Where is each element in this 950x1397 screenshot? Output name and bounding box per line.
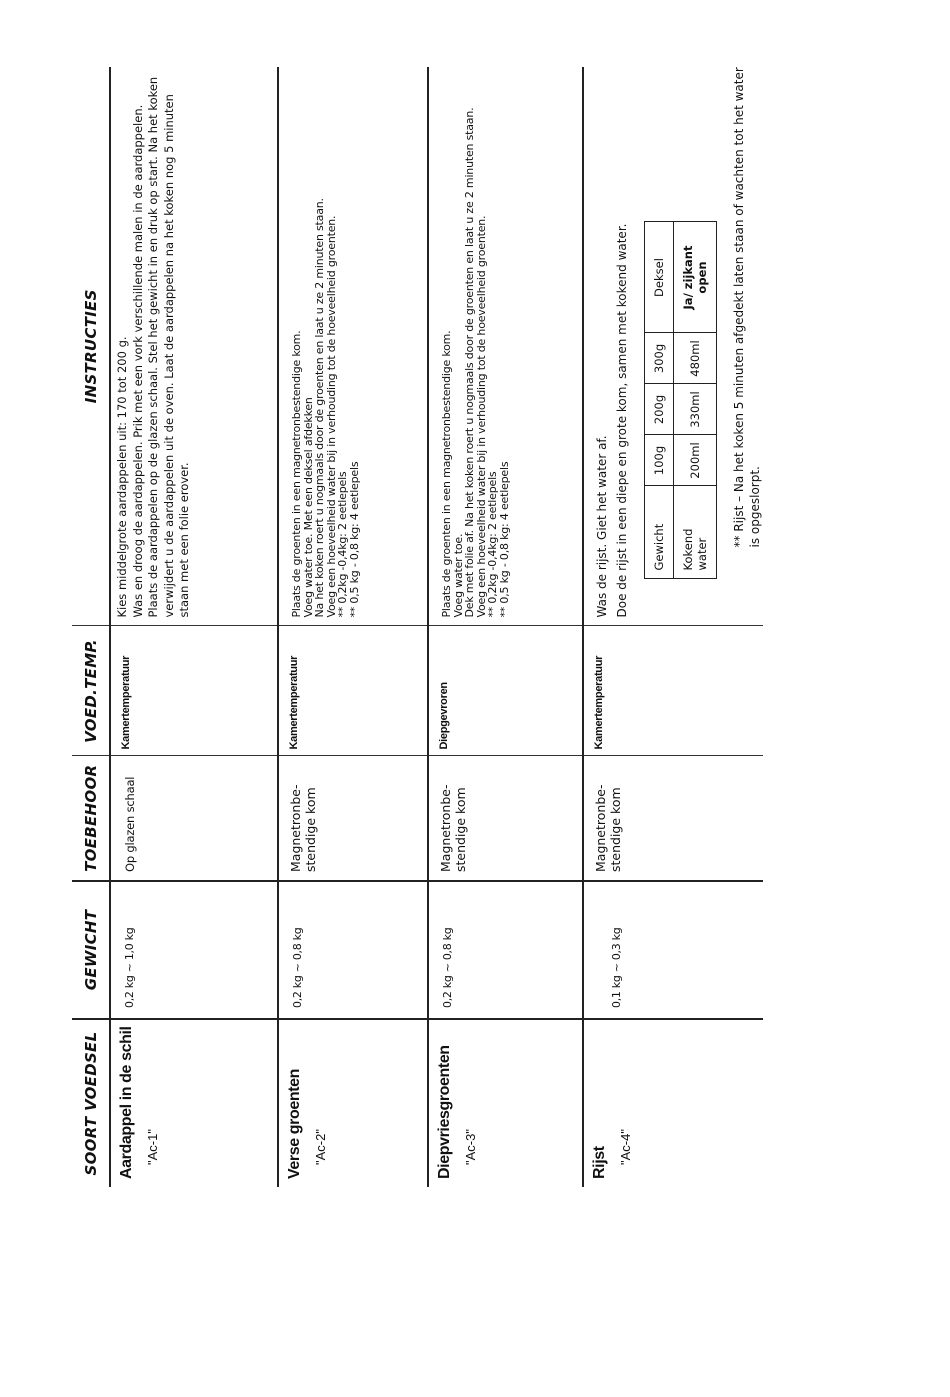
instruction-line: Na het koken roert u nogmaals door de groenten en laat u ze 2 minuten staan. (313, 198, 326, 618)
instructions (429, 67, 510, 626)
accessory: Op glazen schaal (123, 776, 137, 872)
rice-cell: 200g (645, 384, 674, 435)
accessory: Magnetronbe-stendige kom (593, 784, 623, 872)
rice-cell: 100g (645, 435, 674, 486)
weight-range: 0,2 kg ~ 0,8 kg (441, 927, 454, 1008)
program-code: "Ac-4" (618, 1129, 633, 1165)
instruction-line: ** 0,2kg -0,4kg: 2 eetlepels (486, 471, 499, 618)
header-weight: GEWICHT (72, 881, 110, 1019)
instruction-line: Was en droog de aardappelen. Prik met een vork verschillende malen in de aardappelen. Plaats de aardappelen op de glazen schaal. Stel het gewicht in en druk op start. Na het koken verwijdert u de aardappelen uit de oven. Laat de aardappelen na het koken nog 5 minuten staan met een folie erover. (130, 76, 191, 618)
rice-weight-row (645, 222, 674, 579)
header-row (72, 67, 110, 1187)
table-row (110, 67, 278, 1187)
rice-cell: 480ml (674, 333, 717, 384)
program-code: "Ac-3" (463, 1129, 478, 1165)
food-type-cell (583, 1019, 763, 1187)
instruction-line: ** 0,2kg -0,4kg: 2 eetlepels (336, 471, 349, 618)
instruction-line: Plaats de groenten in een magnetronbestendige kom. (440, 330, 453, 618)
instruction-line: Kies middelgrote aardappelen uit: 170 tot 200 g. (115, 336, 129, 618)
rotated-page (72, 67, 762, 1187)
instruction-line: Voeg water toe. Met een deksel afdekken (301, 397, 315, 618)
instruction-line: Doe de rijst in een diepe en grote kom, samen met kokend water. (615, 223, 629, 618)
rice-cell: 300g (645, 333, 674, 384)
food-name: Diepvriesgroenten (436, 1045, 453, 1179)
instruction-line: ** 0,5 kg - 0,8 kg: 4 eetlepels (347, 461, 361, 618)
food-temperature: Kamertemperatuur (120, 655, 132, 750)
instruction-line: Was de rijst. Giet het water af. (595, 435, 609, 618)
rice-cell: Gewicht (645, 486, 674, 579)
instructions (111, 67, 193, 626)
rice-cell: Deksel (645, 222, 674, 333)
instructions (279, 67, 360, 626)
instruction-line: Plaats de groenten in een magnetronbestendige kom. (290, 330, 303, 618)
header-food-type: SOORT VOEDSEL (72, 1019, 110, 1187)
instructions (584, 67, 632, 626)
table-row (428, 67, 583, 1187)
weight-range: 0,2 kg ~ 0,8 kg (291, 927, 304, 1008)
cooking-table (72, 67, 763, 1187)
instruction-line: Voeg een hoeveelheid water bij in verhouding tot de hoeveelheid groenten. (474, 215, 488, 618)
weight-range: 0,2 kg ~ 1,0 kg (123, 927, 136, 1008)
rice-cell: Kokend water (674, 486, 717, 579)
rice-note: ** Rijst – Na het koken 5 minuten afgedekt laten staan of wachten tot het water is opgeslorpt. (732, 67, 762, 548)
program-code: "Ac-1" (145, 1129, 160, 1165)
food-type-cell (278, 1019, 428, 1187)
header-instructions: INSTRUCTIES (72, 67, 110, 626)
rice-cell: 330ml (674, 384, 717, 435)
food-type-cell (428, 1019, 583, 1187)
instruction-line: ** 0,5 kg - 0,8 kg: 4 eetlepels (497, 461, 511, 618)
food-name: Aardappel in de schil (118, 1026, 135, 1179)
accessory: Magnetronbe-stendige kom (438, 784, 468, 872)
header-accessory: TOEBEHOOR (72, 756, 110, 881)
food-temperature: Kamertemperatuur (288, 655, 300, 750)
rice-cell: Ja/ zijkant open (674, 222, 717, 333)
rice-table (644, 222, 717, 580)
rice-water-row (674, 222, 717, 579)
table-row (278, 67, 428, 1187)
rice-cell: 200ml (674, 435, 717, 486)
food-name: Rijst (591, 1146, 608, 1179)
food-name: Verse groenten (286, 1068, 303, 1179)
accessory: Magnetronbe-stendige kom (288, 784, 318, 872)
instruction-line: Voeg water toe. (451, 533, 465, 618)
instruction-line: Voeg een hoeveelheid water bij in verhouding tot de hoeveelheid groenten. (324, 215, 338, 618)
table-row (583, 67, 763, 1187)
weight-range: 0,1 kg ~ 0,3 kg (610, 927, 623, 1008)
program-code: "Ac-2" (313, 1129, 328, 1165)
food-temperature: Kamertemperatuur (593, 655, 605, 750)
header-food-temp: VOED.TEMP. (72, 626, 110, 756)
food-temperature: Diepgevroren (438, 682, 450, 750)
instruction-line: Dek met folie af. Na het koken roert u nogmaals door de groenten en laat u ze 2 minuten staan. (463, 107, 476, 618)
food-type-cell (110, 1019, 278, 1187)
